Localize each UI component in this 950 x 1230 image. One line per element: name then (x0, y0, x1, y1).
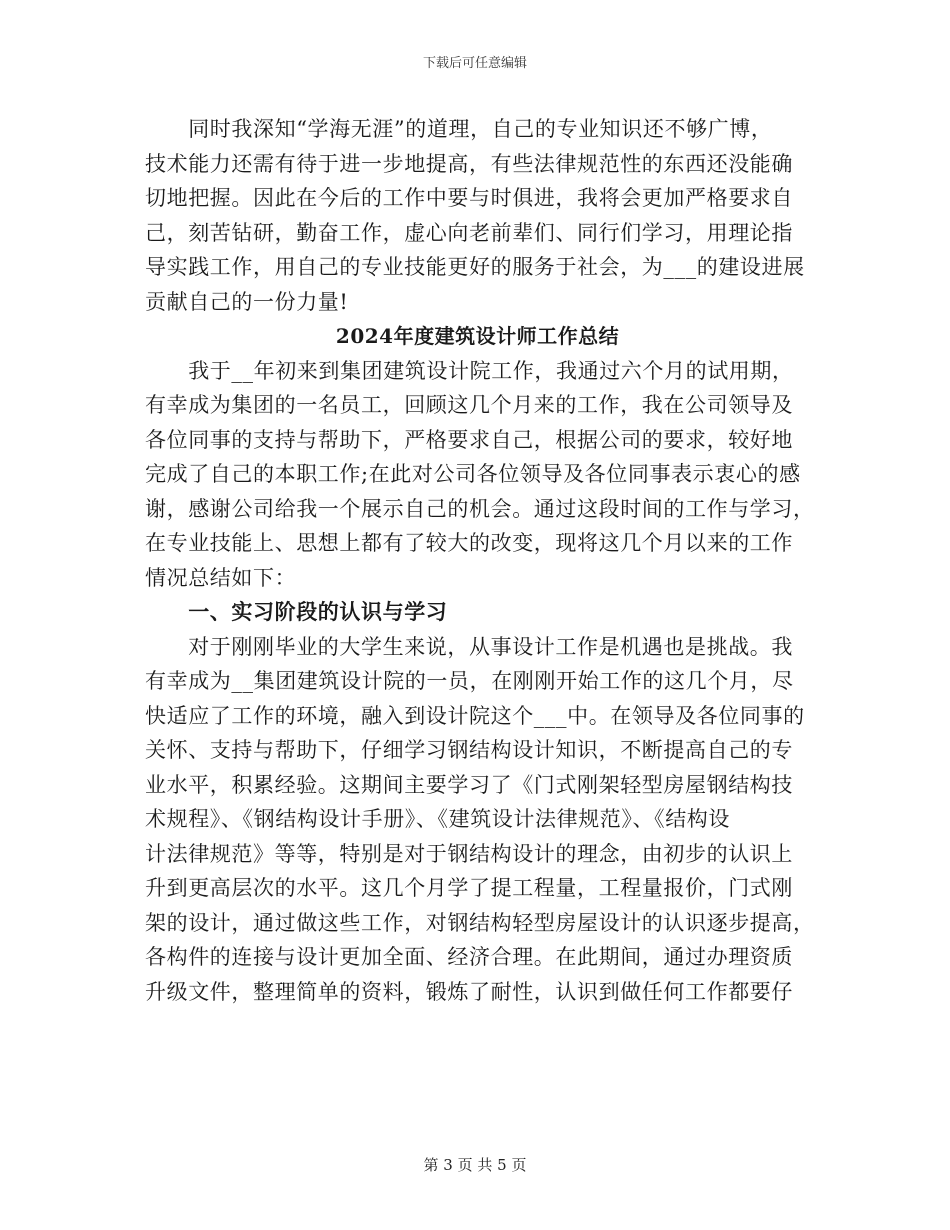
text-line: 切地把握。因此在今后的工作中要与时俱进，我将会更加严格要求自 (145, 186, 793, 210)
page-header: 下载后可任意编辑 (422, 56, 527, 71)
text-line: 谢，感谢公司给我一个展示自己的机会。通过这段时间的工作与学习， (145, 496, 815, 521)
text-line: 完成了自己的本职工作;在此对公司各位领导及各位同事表示衷心的感 (145, 462, 801, 486)
text-line: 升到更高层次的水平。这几个月学了提工程量，工程量报价，门式刚 (145, 876, 793, 900)
text-line: 技术能力还需有待于进一步地提高，有些法律规范性的东西还没能确 (145, 151, 793, 176)
text-line: 情况总结如下： (145, 565, 297, 590)
text-line: 有幸成为集团的一名员工，回顾这几个月来的工作，我在公司领导及 (145, 393, 793, 417)
text-line: 在专业技能上、思想上都有了较大的改变，现将这几个月以来的工作 (145, 531, 793, 555)
text-line: 我于__年初来到集团建筑设计院工作，我通过六个月的试用期， (145, 358, 794, 383)
intro-paragraph (145, 354, 815, 596)
text-line: 快适应了工作的环境，融入到设计院这个___中。在领导及各位同事的 (145, 703, 805, 728)
text-line: 各构件的连接与设计更加全面、经济合理。在此期间，通过办理资质 (145, 945, 793, 969)
text-line: 贡献自己的一份力量! (145, 289, 349, 314)
document-body (145, 112, 815, 1009)
text-line: 导实践工作，用自己的专业技能更好的服务于社会，为___的建设进展 (145, 255, 805, 279)
text-line: 同时我深知“学海无涯”的道理，自己的专业知识还不够广博， (145, 117, 773, 141)
text-line: 对于刚刚毕业的大学生来说，从事设计工作是机遇也是挑战。我 (145, 634, 793, 659)
text-line: 升级文件，整理简单的资料，锻炼了耐性，认识到做任何工作都要仔 (145, 979, 793, 1004)
text-line: 有幸成为__集团建筑设计院的一员，在刚刚开始工作的这几个月，尽 (145, 669, 794, 693)
text-line: 术规程》、《钢结构设计手册》、《建筑设计法律规范》、《结构设 (145, 807, 730, 831)
text-line: 业水平，积累经验。这期间主要学习了《门式刚架轻型房屋钢结构技 (145, 772, 793, 797)
body-paragraph (145, 630, 815, 1010)
text-line: 架的设计，通过做这些工作，对钢结构轻型房屋设计的认识逐步提高， (145, 910, 815, 935)
text-line: 各位同事的支持与帮助下，严格要求自己，根据公司的要求，较好地 (145, 427, 793, 452)
text-line: 计法律规范》等等，特别是对于钢结构设计的理念，由初步的认识上 (145, 841, 793, 866)
text-line: 关怀、支持与帮助下，仔细学习钢结构设计知识，不断提高自己的专 (145, 738, 793, 762)
page-number-footer: 第 3 页 共 5 页 (423, 1156, 527, 1174)
closing-paragraph (145, 112, 810, 319)
section-heading: 一、实习阶段的认识与学习 (145, 599, 448, 624)
document-title: 2024年度建筑设计师工作总结 (335, 324, 620, 348)
text-line: 己，刻苦钻研，勤奋工作，虚心向老前辈们、同行们学习，用理论指 (145, 220, 793, 245)
